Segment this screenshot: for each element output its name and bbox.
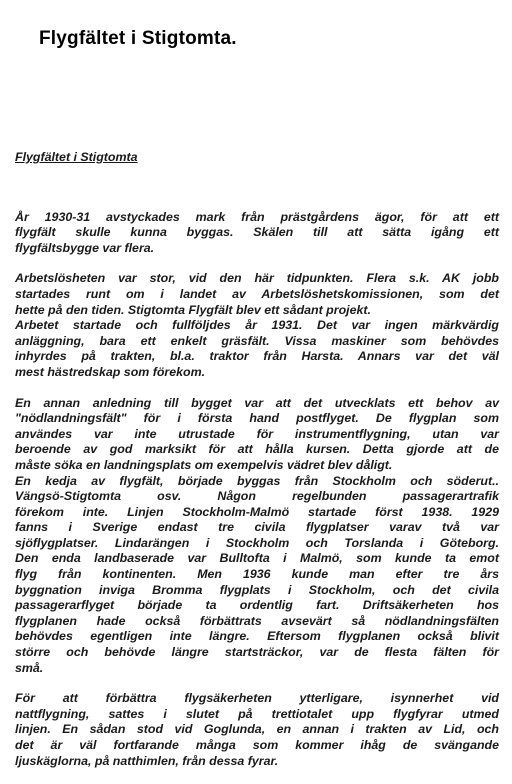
text-line: måste söka en landningsplats om exempelvis vädret blev dåligt. [15,457,393,472]
text-line: sjöflygplatser. Lindarängen i Stockholm och Torslanda i Göteborg. [15,535,499,550]
text-line: användes var inte utrustade för instrumentflygning, utan var [15,426,499,441]
paragraph [15,318,499,380]
text-line: ljuskäglorna, på natthimlen, från dessa fyrar. [15,753,279,768]
text-line: linjen. En sådan stod vid Goglunda, en annan i trakten av Lid, och [15,722,499,737]
paragraph [15,271,499,318]
text-line: nattflygning, sattes i slutet på trettiotalet upp flygfyrar utmed [15,706,499,721]
text-line: Vängsö-Stigtomta osv. Någon regelbunden passagerartrafik [15,489,499,504]
text-line: flygfält skulle kunna byggas. Skälen till att sätta igång ett [15,225,499,240]
text-line: Den enda landbaserade var Bulltofta i Malmö, som kunde ta emot [15,551,499,566]
page-title: Flygfältet i Stigtomta. [39,28,237,49]
text-line: hette på den tiden. Stigtomta Flygfält blev ett sådant projekt. [15,302,371,317]
text-line: anläggning, bara ett enkelt gräsfält. Vissa maskiner som behövdes [15,333,499,348]
document-body [15,150,499,784]
text-line: startades runt om i landet av Arbetslöshetskomissionen, som det [15,286,499,301]
text-line: det är väl fortfarande många som kommer ihåg de svängande [15,738,499,752]
paragraph [15,396,499,474]
text-line: flygfältsbygge var flera. [15,240,155,255]
text-line: flyg från kontinenten. Men 1936 kunde man efter tre års [15,567,499,582]
text-line: förekom inte. Linjen Stockholm-Malmö startade först 1938. 1929 [15,504,499,519]
text-line: inhyrdes på trakten, bl.a. traktor från Harsta. Annars var det väl [15,349,499,364]
text-line: större och behövde längre startsträckor, var de flesta fälten för [15,645,499,660]
text-line: små. [15,660,44,675]
text-line: passagerarflyget började ta ordentlig fart. Driftsäkerheten hos [15,598,499,613]
paragraph [15,474,499,677]
document-heading: Flygfältet i Stigtomta [15,150,138,164]
text-line: beroende av god marksikt för att hålla kursen. Detta gjorde att de [15,442,499,457]
text-line: "nödlandningsfält" för i första hand postflyget. De flygplan som [15,411,499,426]
text-line: En kedja av flygfält, började byggas från Stockholm och söderut.. [15,473,499,488]
text-line: byggnation inviga Bromma flygplats i Stockholm, och det civila [15,582,499,597]
text-line: behövdes egentligen inte längre. Eftersom flygplanen också blivit [15,629,499,644]
text-line: För att förbättra flygsäkerheten ytterligare, isynnerhet vid [15,691,499,706]
text-line: Arbetet startade och fullföljdes år 1931. Det var ingen märkvärdig [15,318,499,333]
text-line: fanns i Sverige endast tre civila flygplatser varav två var [15,520,499,535]
paragraph [15,691,499,769]
paragraph-container [15,210,499,770]
text-line: En annan anledning till bygget var att det utvecklats ett behov av [15,395,499,410]
text-line: År 1930-31 avstyckades mark från prästgårdens ägor, för att ett [15,209,499,224]
text-line: flygplanen hade också förbättrats avsevärt så nödlandningsfälten [15,613,499,628]
text-line: Arbetslösheten var stor, vid den här tidpunkten. Flera s.k. AK jobb [15,271,499,286]
text-line: mest hästredskap som förekom. [15,364,206,379]
paragraph [15,210,499,257]
